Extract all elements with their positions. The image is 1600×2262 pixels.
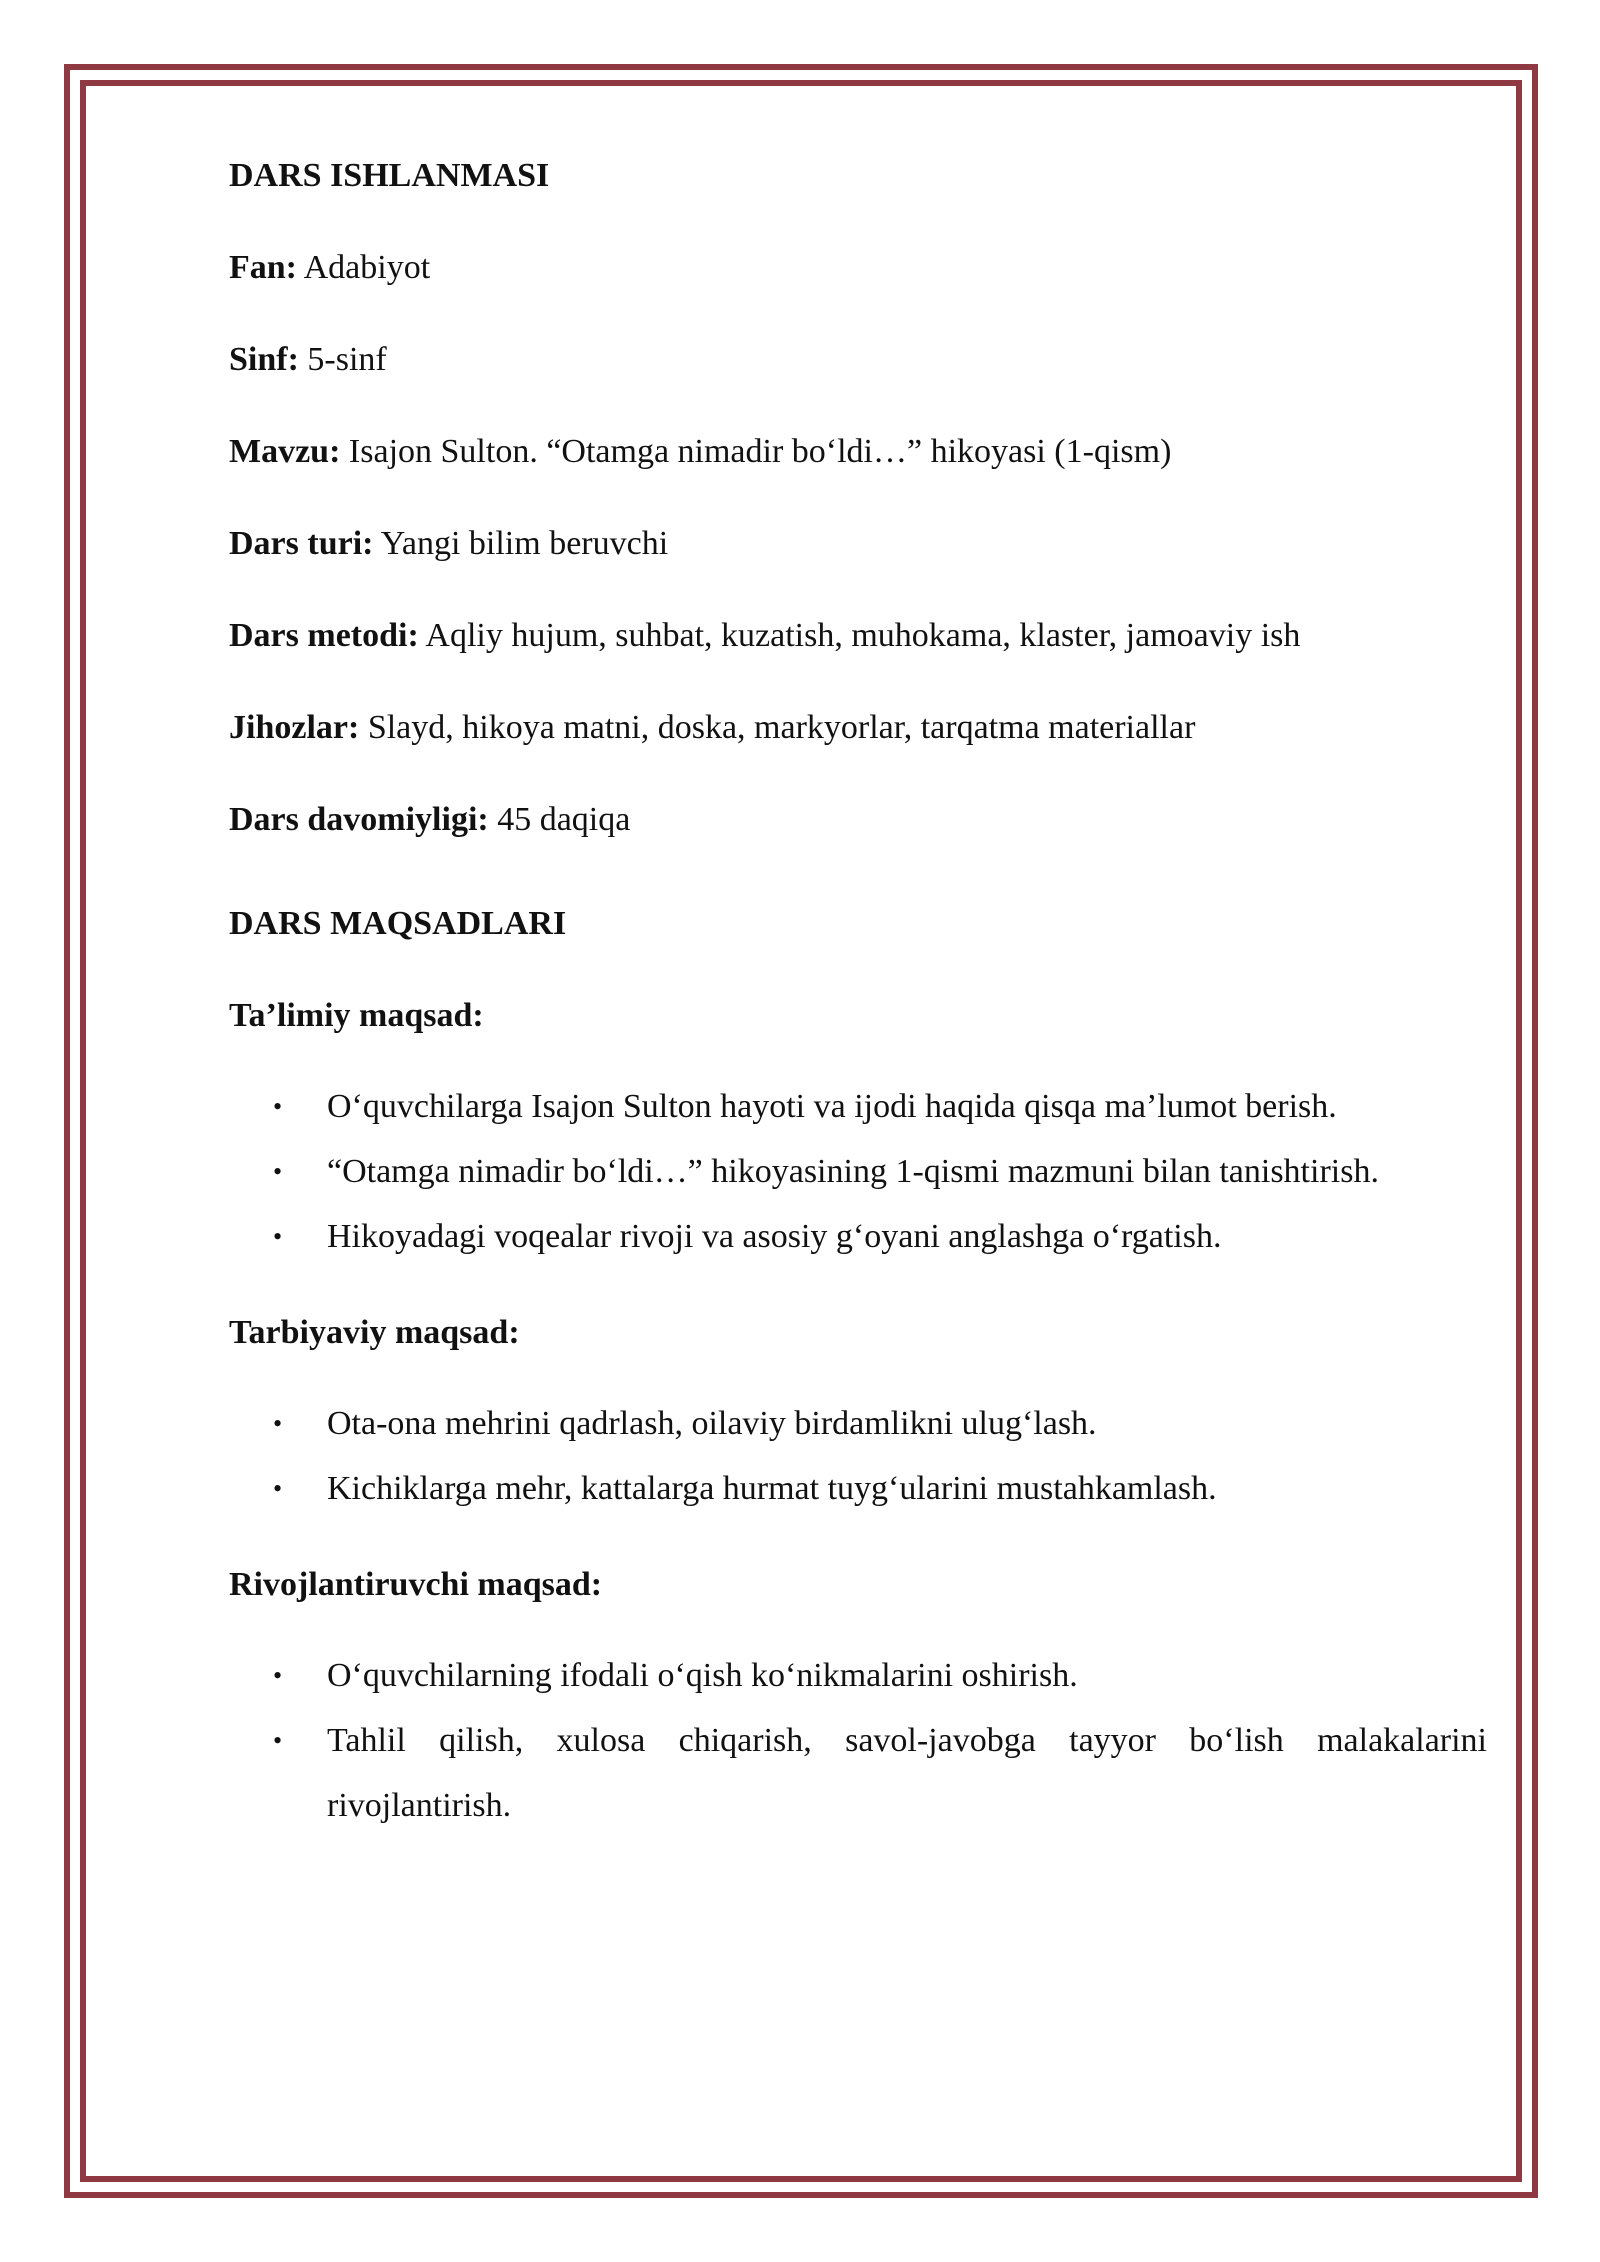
- list-item: [229, 1074, 1487, 1139]
- goal-list-tarbiyaviy: [229, 1391, 1487, 1521]
- bullet-icon: •: [273, 1092, 283, 1121]
- bullet-icon: •: [273, 1409, 283, 1438]
- meta-mavzu: [229, 426, 1487, 478]
- meta-dars-turi: [229, 518, 1487, 570]
- bullet-icon: •: [273, 1661, 283, 1690]
- meta-fan: [229, 242, 1487, 294]
- list-item: [229, 1204, 1487, 1269]
- document-title: DARS ISHLANMASI: [229, 157, 550, 194]
- list-item: [229, 1643, 1487, 1708]
- meta-sinf: [229, 334, 1487, 386]
- bullet-icon: •: [273, 1222, 283, 1251]
- goal-list-rivojlantiruvchi: [229, 1643, 1487, 1838]
- meta-label: Sinf:: [229, 341, 299, 378]
- meta-label: Fan:: [229, 249, 297, 286]
- meta-dars-davomiyligi: [229, 794, 1487, 846]
- meta-label: Dars davomiyligi:: [229, 801, 489, 838]
- list-item-text: Ota-ona mehrini qadrlash, oilaviy birdamlikni ulug‘lash.: [327, 1405, 1097, 1442]
- goal-list-talimiy: [229, 1074, 1487, 1269]
- goal-heading-tarbiyaviy: Tarbiyaviy maqsad:: [229, 1314, 520, 1351]
- meta-value: 5-sinf: [307, 341, 387, 378]
- list-item-text: O‘quvchilarning ifodali o‘qish ko‘nikmalarini oshirish.: [327, 1657, 1078, 1694]
- document-body: [229, 150, 1487, 1876]
- meta-label: Dars turi:: [229, 525, 374, 562]
- section-title: DARS MAQSADLARI: [229, 905, 567, 942]
- meta-label: Jihozlar:: [229, 709, 360, 746]
- meta-value: Isajon Sulton. “Otamga nimadir bo‘ldi…” hikoyasi (1-qism): [348, 433, 1172, 470]
- meta-jihozlar: [229, 702, 1487, 754]
- meta-value: Slayd, hikoya matni, doska, markyorlar, tarqatma materiallar: [367, 709, 1196, 746]
- goal-heading-rivojlantiruvchi: Rivojlantiruvchi maqsad:: [229, 1566, 603, 1603]
- meta-value: Aqliy hujum, suhbat, kuzatish, muhokama, klaster, jamoaviy ish: [425, 617, 1301, 654]
- list-item-text: Kichiklarga mehr, kattalarga hurmat tuyg‘ularini mustahkamlash.: [327, 1470, 1217, 1507]
- list-item: [229, 1708, 1487, 1838]
- meta-value: Yangi bilim beruvchi: [380, 525, 669, 562]
- goal-heading-talimiy: Ta’limiy maqsad:: [229, 997, 484, 1034]
- list-item-text: O‘quvchilarga Isajon Sulton hayoti va ijodi haqida qisqa ma’lumot berish.: [327, 1088, 1337, 1125]
- meta-value: 45 daqiqa: [497, 801, 631, 838]
- list-item: [229, 1139, 1487, 1204]
- meta-value: Adabiyot: [303, 249, 431, 286]
- list-item-text: Hikoyadagi voqealar rivoji va asosiy g‘oyani anglashga o‘rgatish.: [327, 1218, 1222, 1255]
- bullet-icon: •: [273, 1474, 283, 1503]
- list-item: [229, 1456, 1487, 1521]
- meta-label: Dars metodi:: [229, 617, 419, 654]
- list-item: [229, 1391, 1487, 1456]
- meta-dars-metodi: [229, 610, 1487, 662]
- bullet-icon: •: [273, 1157, 283, 1186]
- list-item-text: “Otamga nimadir bo‘ldi…” hikoyasining 1-qismi mazmuni bilan tanishtirish.: [327, 1153, 1379, 1190]
- bullet-icon: •: [273, 1726, 283, 1755]
- list-item-text: Tahlil qilish, xulosa chiqarish, savol-javobga tayyor bo‘lish malakalarini rivojlantirish.: [327, 1722, 1487, 1824]
- meta-label: Mavzu:: [229, 433, 341, 470]
